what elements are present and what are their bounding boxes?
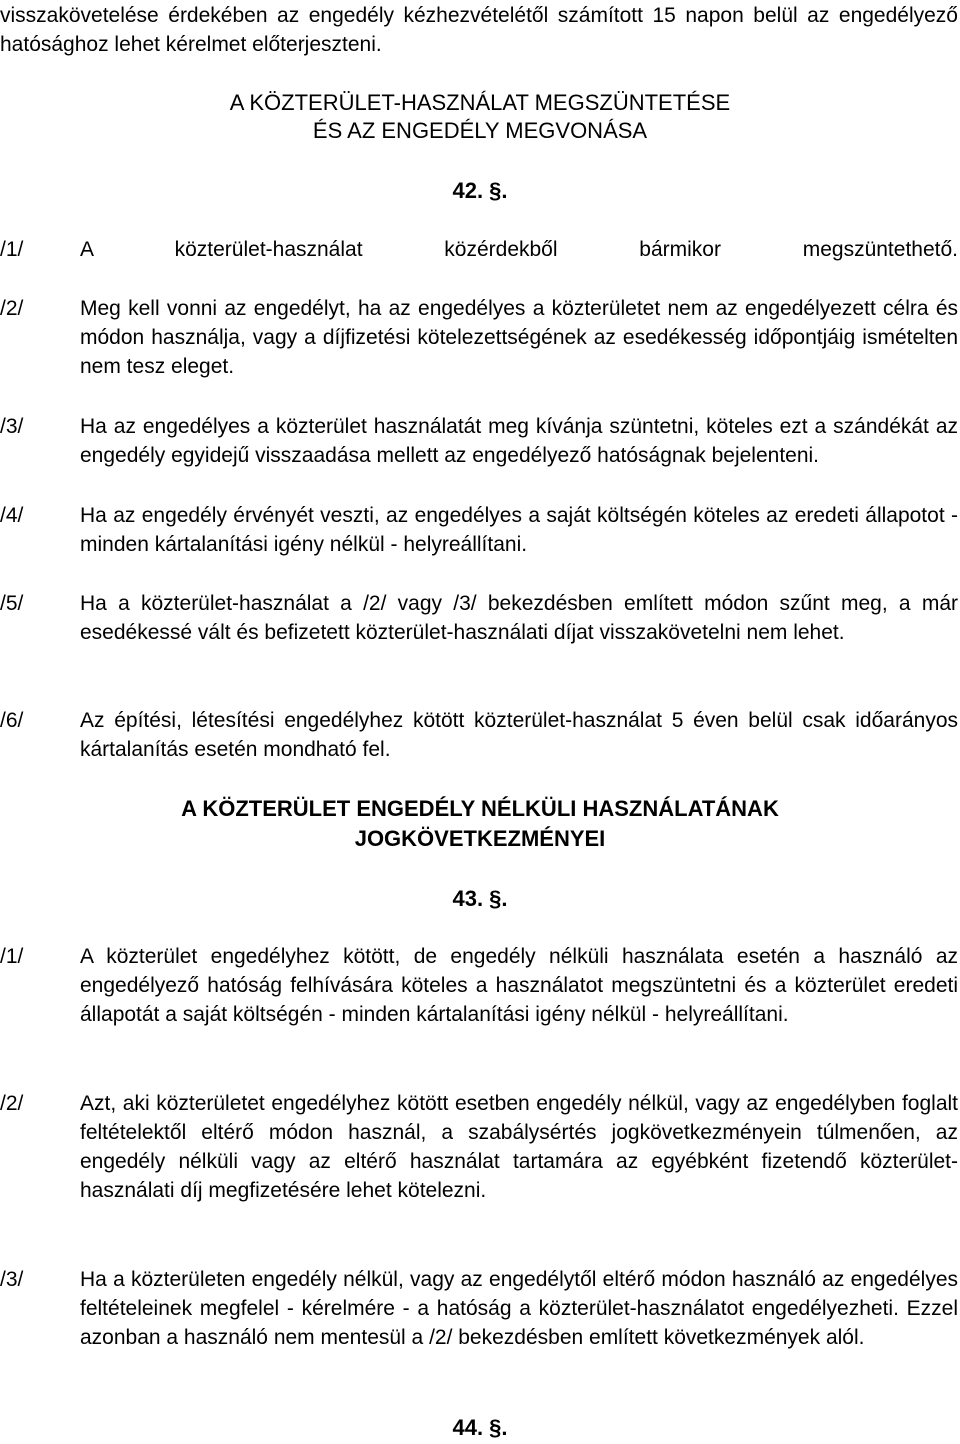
paragraph-number: /6/ — [0, 709, 24, 732]
paragraph-text: Azt, aki közterületet engedélyhez kötött esetben engedély nélkül, vagy az engedélyben foglalt feltételektől eltérő módon használ, a szabálysértés jogkövetkezményein túlmenően, az engedély nélküli vagy az eltérő használat tartamára az egyébként fizetendő közterület-használati díj megfizetésére lehet kötelezni. — [80, 1092, 958, 1202]
section-44-number: 44. §. — [452, 1415, 508, 1440]
paragraph-number: /5/ — [0, 592, 24, 615]
paragraph-number: /1/ — [0, 945, 24, 968]
section-43-paragraph-2 — [0, 1089, 960, 1205]
paragraph-text: Az építési, létesítési engedélyhez kötött közterület-használat 5 éven belül csak időarányos kártalanítás esetén mondható fel. — [80, 709, 958, 761]
section-42-number: 42. §. — [452, 178, 508, 203]
section-43-paragraph-3 — [0, 1265, 960, 1352]
paragraph-text: Meg kell vonni az engedélyt, ha az engedélyes a közterületet nem az engedélyezett célra és módon használja, vagy a díjfizetési kötelezettségének az esedékesség időpontjáig ismételten nem tesz eleget. — [80, 297, 958, 378]
paragraph-number: /2/ — [0, 1092, 24, 1115]
paragraph-text: Ha az engedély érvényét veszti, az engedélyes a saját költségén köteles az eredeti állapotot - minden kártalanítási igény nélkül - helyreállítani. — [80, 504, 958, 556]
section-42-paragraph-5 — [0, 589, 960, 647]
heading-termination-line1: A KÖZTERÜLET-HASZNÁLAT MEGSZÜNTETÉSE — [229, 90, 731, 115]
section-42-paragraph-6 — [0, 706, 960, 764]
paragraph-text: Ha az engedélyes a közterület használatát meg kívánja szüntetni, köteles ezt a szándékát az engedély egyidejű visszaadása mellett az engedélyező hatóságnak bejelenteni. — [80, 415, 958, 467]
paragraph-text: Ha a közterület-használat a /2/ vagy /3/ bekezdésben említett módon szűnt meg, a már esedékessé vált és befizetett közterület-használati díjat visszakövetelni nem lehet. — [80, 592, 958, 644]
paragraph-number: /2/ — [0, 297, 24, 320]
section-42-paragraph-2 — [0, 294, 960, 381]
paragraph-text: A közterület-használat közérdekből bármikor megszüntethető. — [80, 238, 958, 261]
section-42-paragraph-4 — [0, 501, 960, 559]
heading-termination-line2: ÉS AZ ENGEDÉLY MEGVONÁSA — [312, 118, 648, 143]
paragraph-number: /1/ — [0, 238, 24, 261]
section-42-paragraph-1 — [0, 235, 960, 264]
heading-consequences-line2: JOGKÖVETKEZMÉNYEI — [354, 826, 606, 851]
section-43-number: 43. §. — [452, 886, 508, 911]
paragraph-number: /3/ — [0, 415, 24, 438]
section-42-paragraph-3 — [0, 412, 960, 470]
section-43-paragraph-1 — [0, 942, 960, 1029]
paragraph-text: A közterület engedélyhez kötött, de engedély nélküli használata esetén a használó az engedélyező hatóság felhívására köteles a használatot megszüntetni és a közterület eredeti állapotát a saját költségén - minden kártalanítási igény nélkül - helyreállítani. — [80, 945, 958, 1026]
paragraph-number: /4/ — [0, 504, 24, 527]
intro-paragraph: visszakövetelése érdekében az engedély kézhezvételétől számított 15 napon belül az engedélyező hatósághoz lehet kérelmet előterjeszteni. — [0, 4, 958, 56]
paragraph-number: /3/ — [0, 1268, 24, 1291]
paragraph-text: Ha a közterületen engedély nélkül, vagy az engedélytől eltérő módon használó az engedélyes feltételeinek megfelel - kérelmére - a hatóság a közterület-használatot engedélyezheti. Ezzel azonban a használó nem mentesül a /2/ bekezdésben említett következmények alól. — [80, 1268, 958, 1349]
heading-consequences-line1: A KÖZTERÜLET ENGEDÉLY NÉLKÜLI HASZNÁLATÁNAK — [181, 796, 779, 821]
